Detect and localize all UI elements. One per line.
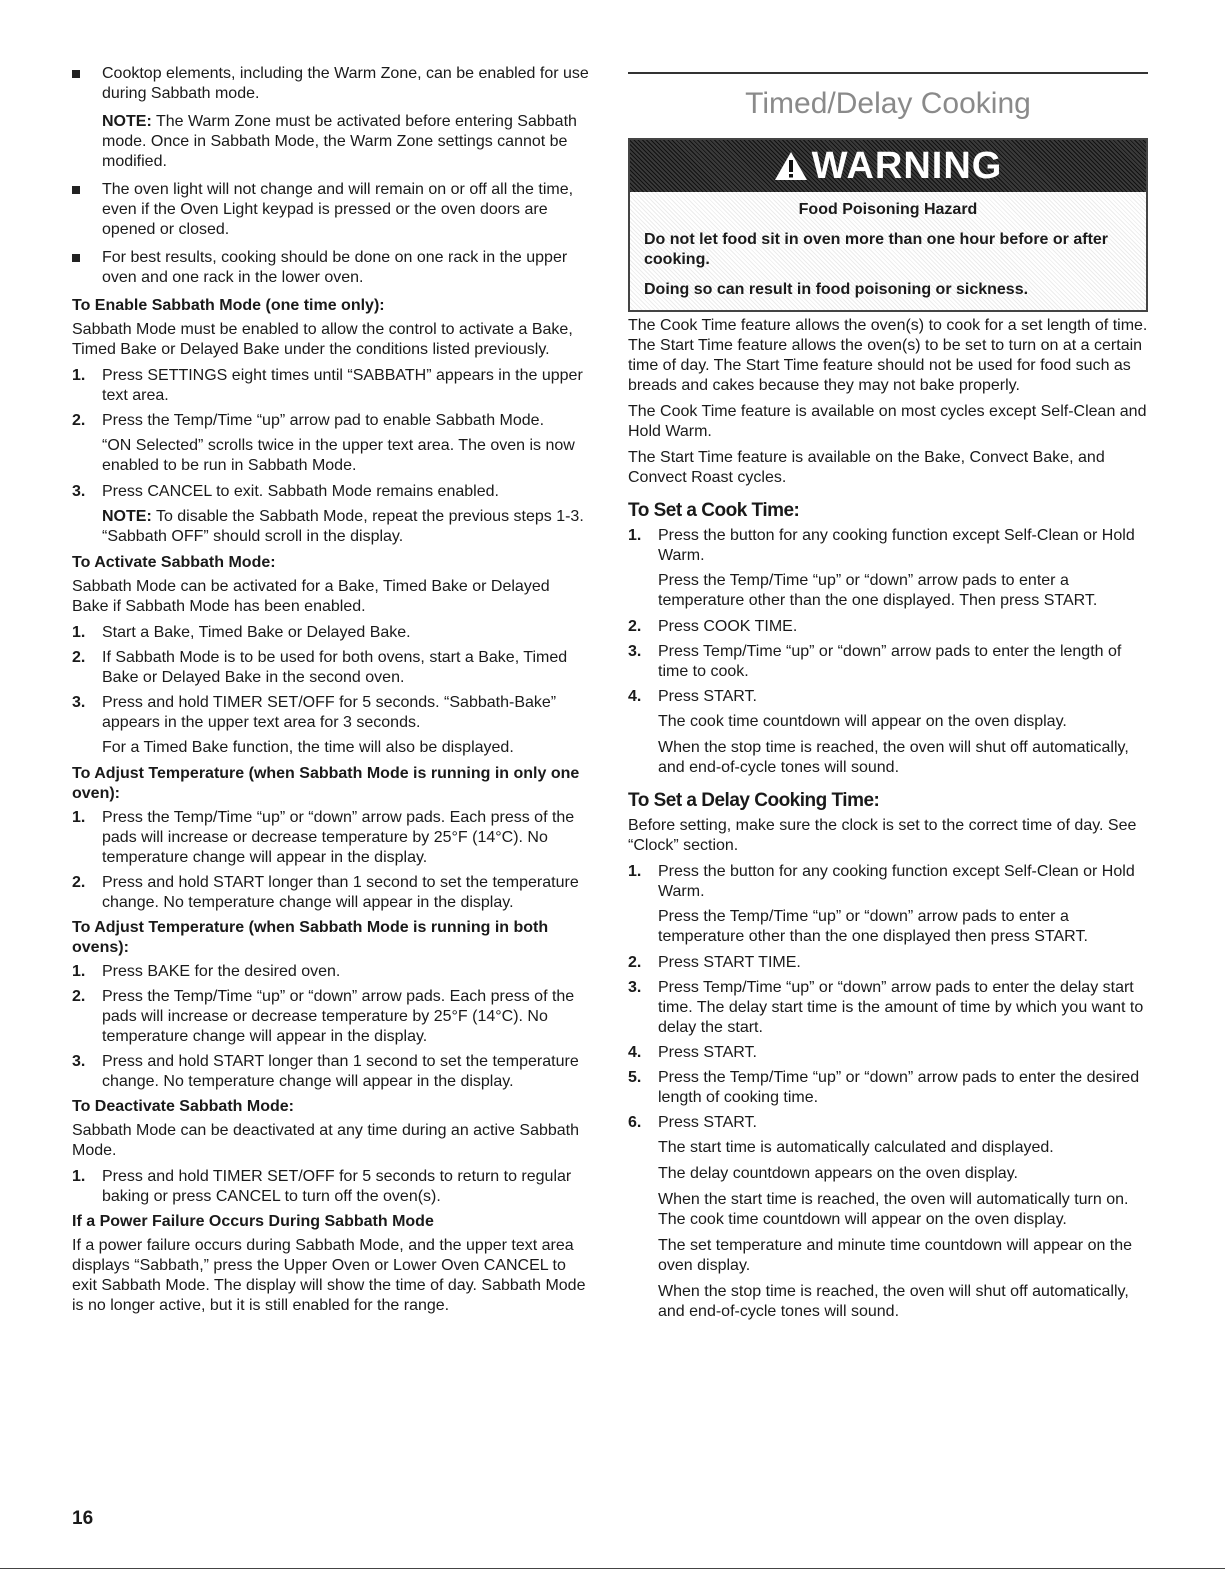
right-column <box>628 64 1148 1328</box>
step-detail: The delay countdown appears on the oven display. <box>658 1165 1018 1182</box>
step: 1. Press the Temp/Time “up” or “down” arrow pads. Each press of the pads will increase or decrease temperature by 25°F (14°C). No temperature change will appear in the display. <box>72 809 575 866</box>
step: 1. Start a Bake, Timed Bake or Delayed Bake. <box>72 624 411 641</box>
step: 2. Press the Temp/Time “up” arrow pad to enable Sabbath Mode. <box>72 412 545 429</box>
bullet-square-icon <box>72 70 80 78</box>
section-heading-adjust-one: To Adjust Temperature (when Sabbath Mode is running in only one oven): <box>72 765 580 802</box>
paragraph: Before setting, make sure the clock is set to the correct time of day. See “Clock” section. <box>628 817 1137 854</box>
step: 2. Press the Temp/Time “up” or “down” arrow pads. Each press of the pads will increase or decrease temperature by 25°F (14°C). No temperature change will appear in the display. <box>72 988 575 1045</box>
bullet-square-icon <box>72 186 80 194</box>
step: 2. Press and hold START longer than 1 second to set the temperature change. No temperature change will appear in the display. <box>72 874 579 911</box>
step-detail: For a Timed Bake function, the time will also be displayed. <box>102 739 514 756</box>
paragraph: The Cook Time feature allows the oven(s) to cook for a set length of time. The Start Time feature allows the oven(s) to be set to turn on at a certain time of day. The Start Time feature should not be used for food such as breads and cakes because they may not bake properly. <box>628 317 1148 394</box>
paragraph: Sabbath Mode can be deactivated at any time during an active Sabbath Mode. <box>72 1122 580 1159</box>
step-detail: Press the Temp/Time “up” or “down” arrow pads to enter a temperature other than the one displayed. Then press START. <box>658 572 1098 609</box>
section-heading-adjust-both: To Adjust Temperature (when Sabbath Mode is running in both ovens): <box>72 919 549 956</box>
step: 3. Press Temp/Time “up” or “down” arrow pads to enter the length of time to cook. <box>628 643 1122 680</box>
warning-hazard: Food Poisoning Hazard <box>798 201 978 218</box>
step: 1. Press the button for any cooking function except Self-Clean or Hold Warm. <box>628 527 1135 564</box>
section-heading-delay-time: To Set a Delay Cooking Time: <box>628 790 880 811</box>
paragraph: The Start Time feature is available on the Bake, Convect Bake, and Convect Roast cycles. <box>628 449 1105 486</box>
left-column <box>72 64 590 1322</box>
bullet-item: Cooktop elements, including the Warm Zone, can be enabled for use during Sabbath mode. <box>72 64 590 104</box>
step: 1. Press the button for any cooking function except Self-Clean or Hold Warm. <box>628 863 1135 900</box>
step-detail: “ON Selected” scrolls twice in the upper text area. The oven is now enabled to be run in Sabbath Mode. <box>102 437 575 474</box>
step: 6. Press START. <box>628 1114 757 1131</box>
step: 3. Press CANCEL to exit. Sabbath Mode remains enabled. <box>72 483 499 500</box>
step: 3. Press Temp/Time “up” or “down” arrow pads to enter the delay start time. The delay start time is the amount of time by which you want to delay the start. <box>628 979 1144 1036</box>
section-heading-cook-time: To Set a Cook Time: <box>628 500 800 521</box>
bullet-square-icon <box>72 254 80 262</box>
note: NOTE: To disable the Sabbath Mode, repeat the previous steps 1-3. “Sabbath OFF” should scroll in the display. <box>102 508 584 545</box>
step: 3. Press and hold START longer than 1 second to set the temperature change. No temperature change will appear in the display. <box>72 1053 579 1090</box>
step-detail: When the stop time is reached, the oven will shut off automatically, and end-of-cycle tones will sound. <box>658 739 1129 776</box>
warning-text: Do not let food sit in oven more than one hour before or after cooking. <box>644 231 1109 268</box>
step-detail: The set temperature and minute time countdown will appear on the oven display. <box>658 1237 1133 1274</box>
warning-text: Doing so can result in food poisoning or sickness. <box>644 281 1029 298</box>
step: 5. Press the Temp/Time “up” or “down” arrow pads to enter the desired length of cooking time. <box>628 1069 1140 1106</box>
section-heading-power-failure: If a Power Failure Occurs During Sabbath Mode <box>72 1213 434 1230</box>
step: 4. Press START. <box>628 1044 757 1061</box>
step: 1. Press BAKE for the desired oven. <box>72 963 341 980</box>
step-detail: The cook time countdown will appear on the oven display. <box>658 713 1067 730</box>
paragraph: If a power failure occurs during Sabbath Mode, and the upper text area displays “Sabbath,” press the Upper Oven or Lower Oven CANCEL to exit Sabbath Mode. The display will show the time of day. Sabbath Mode is no longer active, but it is still enabled for the range. <box>72 1237 586 1314</box>
paragraph: The Cook Time feature is available on most cycles except Self-Clean and Hold Warm. <box>628 403 1147 440</box>
bullet-item: For best results, cooking should be done on one rack in the upper oven and one rack in the lower oven. <box>72 248 590 288</box>
step-detail: When the start time is reached, the oven will automatically turn on. The cook time countdown will appear on the oven display. <box>658 1191 1129 1228</box>
bullet-item: The oven light will not change and will remain on or off all the time, even if the Oven Light keypad is pressed or the oven doors are opened or closed. <box>72 180 590 240</box>
step-detail: The start time is automatically calculated and displayed. <box>658 1139 1054 1156</box>
step: 2. Press START TIME. <box>628 954 801 971</box>
step-detail: Press the Temp/Time “up” or “down” arrow pads to enter a temperature other than the one displayed then press START. <box>658 908 1088 945</box>
bottom-divider <box>0 1568 1225 1569</box>
section-heading-enable: To Enable Sabbath Mode (one time only): <box>72 297 385 314</box>
page-number: 16 <box>72 1508 94 1529</box>
warning-triangle-icon <box>774 151 808 181</box>
paragraph: Sabbath Mode must be enabled to allow the control to activate a Bake, Timed Bake or Delayed Bake under the conditions listed previously. <box>72 321 573 358</box>
step-detail: When the stop time is reached, the oven will shut off automatically, and end-of-cycle tones will sound. <box>658 1283 1129 1320</box>
step: 1. Press and hold TIMER SET/OFF for 5 seconds to return to regular baking or press CANCEL to turn off the oven(s). <box>72 1168 572 1205</box>
paragraph: Sabbath Mode can be activated for a Bake, Timed Bake or Delayed Bake if Sabbath Mode has been enabled. <box>72 578 550 615</box>
warning-label: WARNING <box>811 145 1003 187</box>
warning-header <box>630 140 1146 192</box>
section-heading-deactivate: To Deactivate Sabbath Mode: <box>72 1098 294 1115</box>
step: 2. If Sabbath Mode is to be used for both ovens, start a Bake, Timed Bake or Delayed Bake in the second oven. <box>72 649 568 686</box>
note: NOTE: The Warm Zone must be activated before entering Sabbath mode. Once in Sabbath Mode, the Warm Zone settings cannot be modified. <box>102 113 577 170</box>
section-heading-activate: To Activate Sabbath Mode: <box>72 554 276 571</box>
divider <box>628 72 1148 74</box>
step: 2. Press COOK TIME. <box>628 618 798 635</box>
step: 4. Press START. <box>628 688 757 705</box>
step: 3. Press and hold TIMER SET/OFF for 5 seconds. “Sabbath-Bake” appears in the upper text area for 3 seconds. <box>72 694 557 731</box>
warning-body <box>630 192 1146 310</box>
warning-box <box>628 138 1148 312</box>
step: 1. Press SETTINGS eight times until “SABBATH” appears in the upper text area. <box>72 367 583 404</box>
page-title: Timed/Delay Cooking <box>745 87 1031 120</box>
